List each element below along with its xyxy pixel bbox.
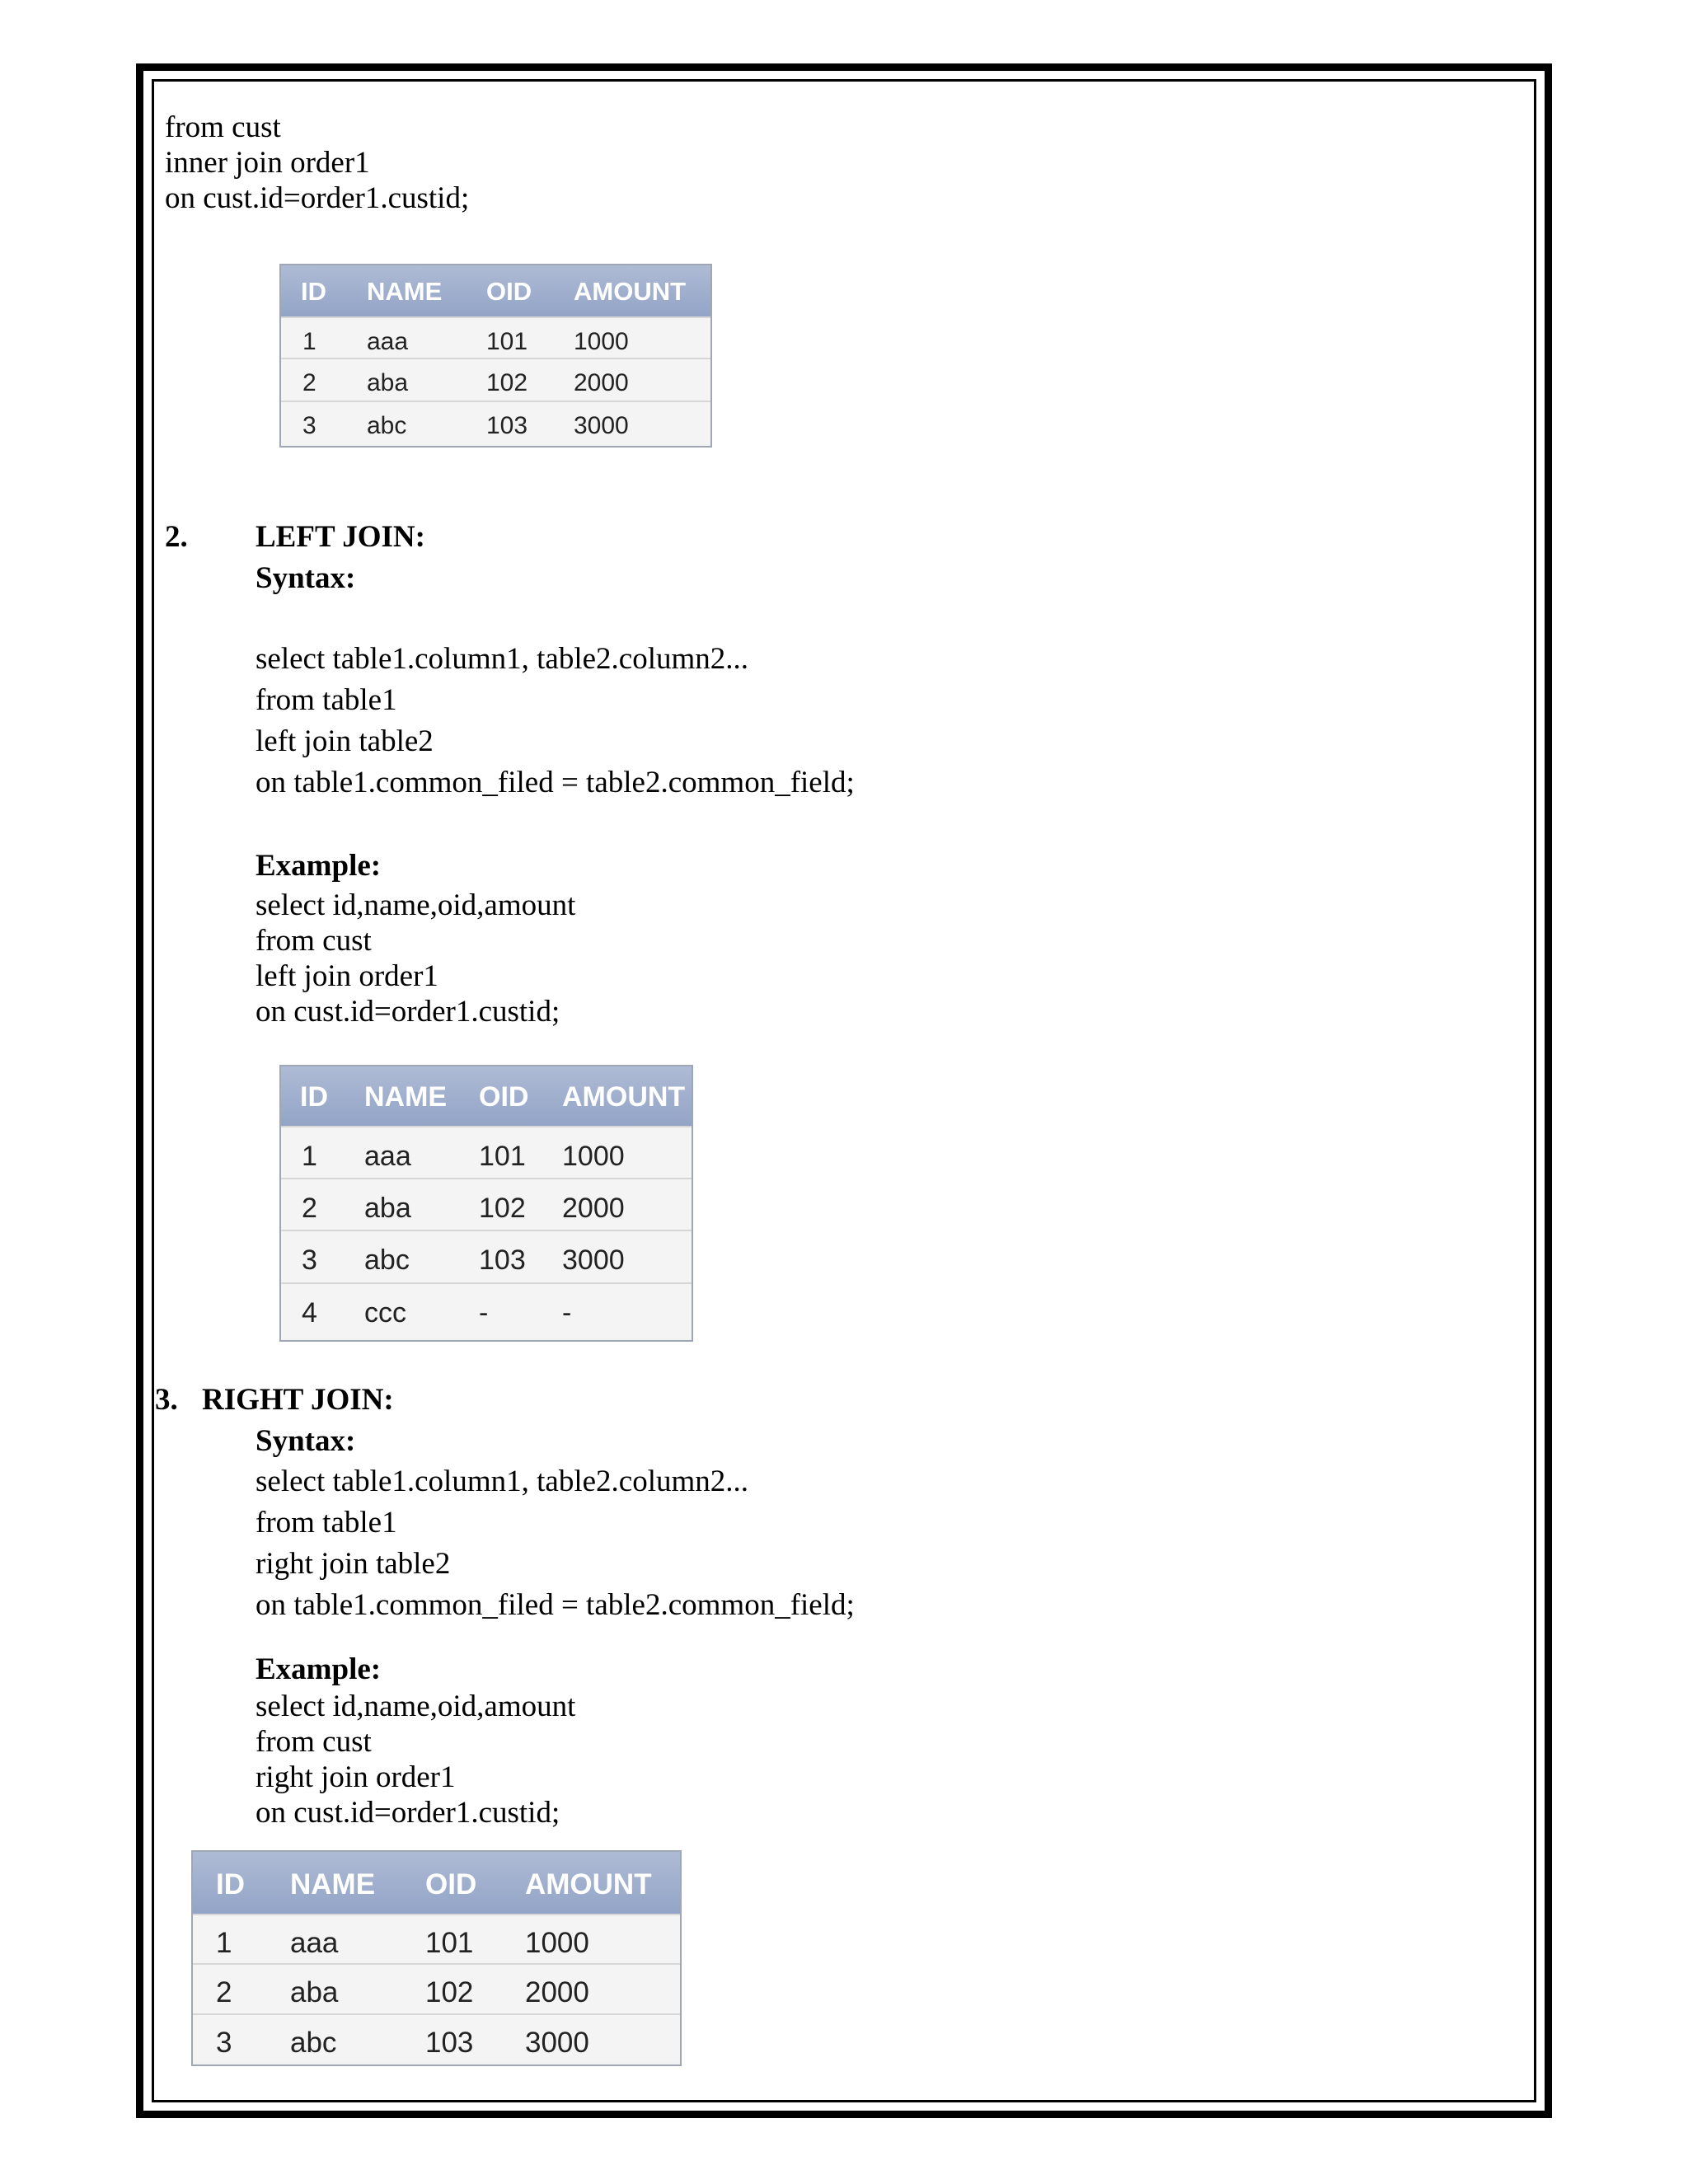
syntax-line: from table1 xyxy=(256,683,397,717)
cell-oid: 103 xyxy=(486,412,528,439)
section-number: 3. xyxy=(155,1383,178,1417)
section-number: 2. xyxy=(165,520,188,554)
cell-id: 2 xyxy=(216,1976,232,2008)
result-table-right-join xyxy=(191,1850,682,2066)
table-row xyxy=(281,1230,692,1284)
table-row xyxy=(281,1178,692,1231)
column-header-id: ID xyxy=(300,1081,328,1113)
cell-name: aaa xyxy=(367,328,409,355)
cell-id: 2 xyxy=(302,369,316,396)
table-header xyxy=(281,1066,692,1126)
cell-id: 3 xyxy=(302,1244,317,1276)
section-title: RIGHT JOIN: xyxy=(202,1383,394,1417)
example-line: left join order1 xyxy=(256,959,438,993)
cell-amount: 3000 xyxy=(525,2027,589,2059)
cell-id: 1 xyxy=(216,1927,232,1959)
cell-amount: 2000 xyxy=(525,1976,589,2008)
table-row xyxy=(193,1963,680,2015)
table-header xyxy=(281,265,710,316)
column-header-name: NAME xyxy=(367,277,443,306)
cell-name: abc xyxy=(290,2027,337,2059)
cell-oid: 101 xyxy=(486,328,528,355)
column-header-amount: AMOUNT xyxy=(525,1868,652,1900)
cell-id: 3 xyxy=(216,2027,232,2059)
syntax-label: Syntax: xyxy=(256,561,356,595)
table-row xyxy=(281,1126,692,1179)
cell-name: aaa xyxy=(290,1927,339,1959)
cell-amount: 1000 xyxy=(574,328,629,355)
cell-name: aaa xyxy=(364,1141,411,1172)
syntax-label: Syntax: xyxy=(256,1424,356,1458)
cell-amount: 2000 xyxy=(574,369,629,396)
cell-oid: 101 xyxy=(425,1927,474,1959)
cell-id: 1 xyxy=(302,1141,317,1172)
table-row xyxy=(193,2013,680,2063)
query-line: inner join order1 xyxy=(165,146,370,180)
syntax-line: on table1.common_filed = table2.common_field; xyxy=(256,766,855,799)
example-label: Example: xyxy=(256,1652,382,1686)
column-header-name: NAME xyxy=(290,1868,376,1900)
cell-id: 1 xyxy=(302,328,316,355)
table-row xyxy=(193,1914,680,1965)
column-header-amount: AMOUNT xyxy=(562,1081,686,1113)
query-line: from cust xyxy=(165,110,281,144)
cell-id: 4 xyxy=(302,1297,317,1329)
cell-oid: 102 xyxy=(479,1193,526,1224)
table-row xyxy=(281,316,710,359)
example-line: on cust.id=order1.custid; xyxy=(256,1796,560,1830)
column-header-oid: OID xyxy=(486,277,532,306)
cell-oid: 101 xyxy=(479,1141,526,1172)
example-line: select id,name,oid,amount xyxy=(256,1690,576,1723)
example-line: from cust xyxy=(256,1725,372,1759)
example-line: from cust xyxy=(256,924,372,958)
table-row xyxy=(281,1282,692,1338)
cell-oid: 102 xyxy=(425,1976,474,2008)
section-title: LEFT JOIN: xyxy=(256,520,425,554)
syntax-line: from table1 xyxy=(256,1506,397,1540)
table-row xyxy=(281,358,710,402)
example-line: right join order1 xyxy=(256,1760,456,1794)
syntax-line: left join table2 xyxy=(256,724,434,758)
cell-name: abc xyxy=(364,1244,410,1276)
syntax-line: on table1.common_filed = table2.common_field; xyxy=(256,1588,855,1622)
example-line: select id,name,oid,amount xyxy=(256,888,576,922)
cell-name: aba xyxy=(367,369,409,396)
query-line: on cust.id=order1.custid; xyxy=(165,181,470,215)
cell-amount: 3000 xyxy=(574,412,629,439)
cell-amount: 1000 xyxy=(562,1141,625,1172)
example-label: Example: xyxy=(256,849,382,883)
syntax-line: right join table2 xyxy=(256,1547,451,1581)
cell-amount: 3000 xyxy=(562,1244,625,1276)
column-header-id: ID xyxy=(216,1868,245,1900)
column-header-name: NAME xyxy=(364,1081,448,1113)
cell-oid: 102 xyxy=(486,369,528,396)
result-table-left-join xyxy=(279,1065,693,1342)
cell-oid: 103 xyxy=(479,1244,526,1276)
column-header-oid: OID xyxy=(479,1081,529,1113)
cell-name: aba xyxy=(364,1193,411,1224)
cell-name: aba xyxy=(290,1976,339,2008)
syntax-line: select table1.column1, table2.column2... xyxy=(256,642,748,676)
syntax-line: select table1.column1, table2.column2... xyxy=(256,1465,748,1498)
table-header xyxy=(193,1852,680,1914)
cell-oid: - xyxy=(479,1297,489,1329)
column-header-amount: AMOUNT xyxy=(574,277,687,306)
cell-oid: 103 xyxy=(425,2027,474,2059)
column-header-oid: OID xyxy=(425,1868,477,1900)
example-line: on cust.id=order1.custid; xyxy=(256,995,560,1029)
cell-amount: - xyxy=(562,1297,572,1329)
table-row xyxy=(281,401,710,444)
cell-name: ccc xyxy=(364,1297,406,1329)
cell-id: 3 xyxy=(302,412,316,439)
cell-name: abc xyxy=(367,412,407,439)
cell-id: 2 xyxy=(302,1193,317,1224)
cell-amount: 1000 xyxy=(525,1927,589,1959)
cell-amount: 2000 xyxy=(562,1193,625,1224)
result-table-inner-join xyxy=(279,264,712,448)
column-header-id: ID xyxy=(301,277,326,306)
